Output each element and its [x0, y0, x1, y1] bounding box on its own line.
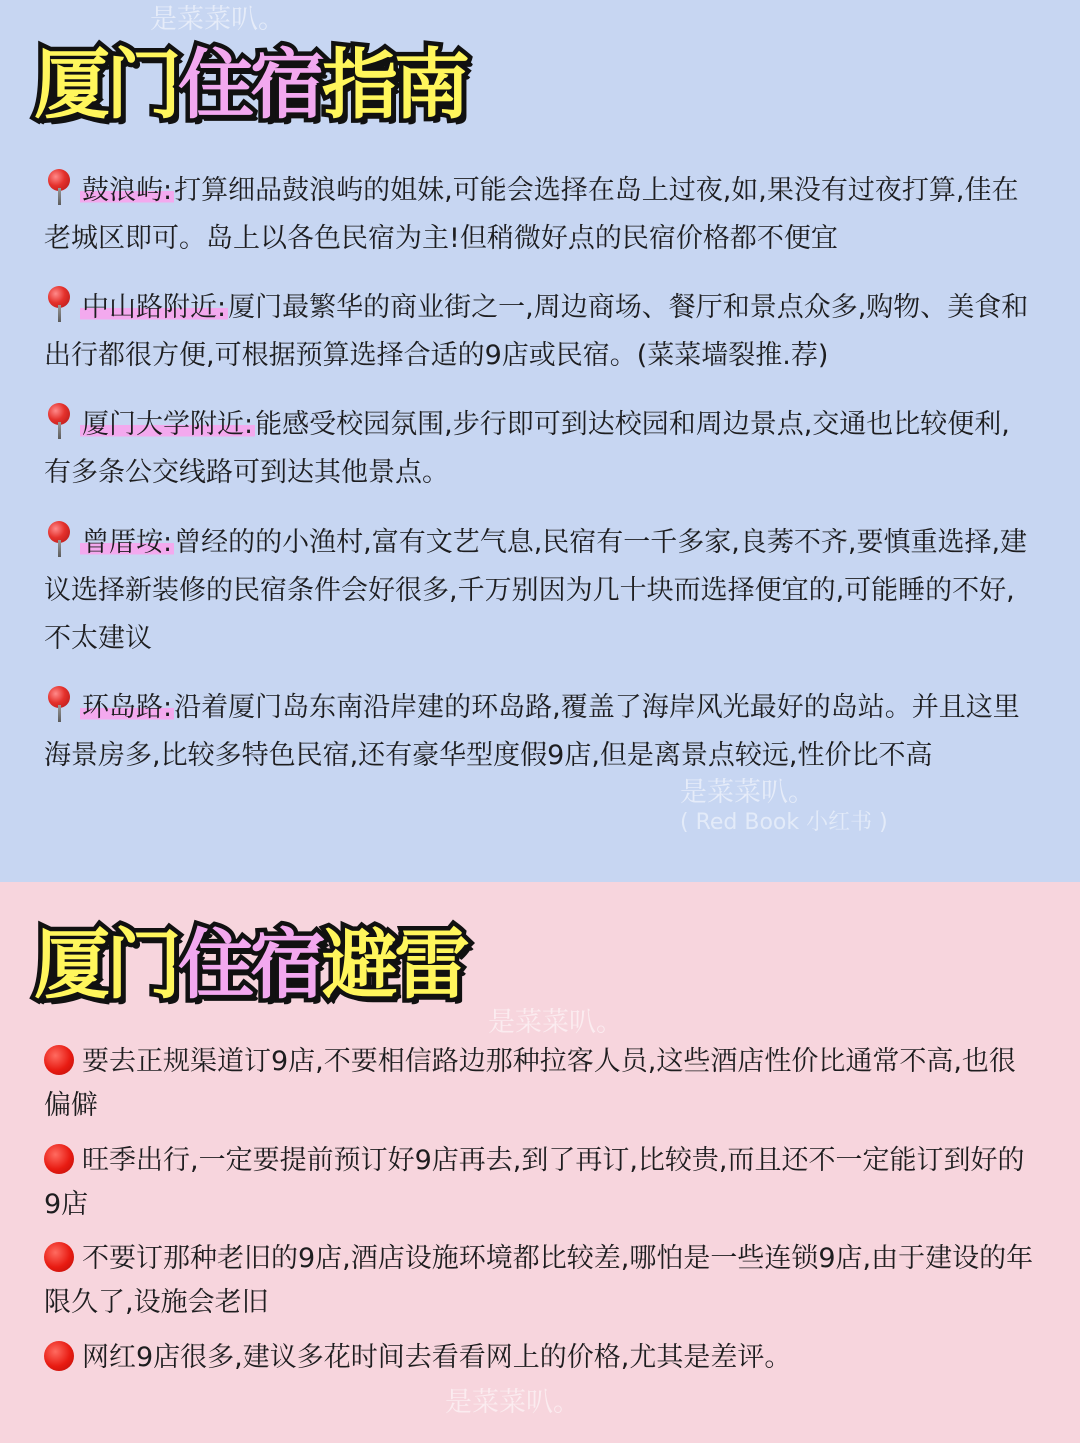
avoid-item-text: 要去正规渠道订9店,不要相信路边那种拉客人员,这些酒店性价比通常不高,也很偏僻 — [44, 1046, 1016, 1121]
guide-item-label: 中山路附近: — [82, 292, 227, 323]
watermark — [488, 1008, 623, 1038]
avoid-item-text: 旺季出行,一定要提前预订好9店再去,到了再订,比较贵,而且还不一定能订到好的9店 — [44, 1145, 1025, 1220]
guide-item-gulangyu — [44, 167, 1034, 263]
watermark-author: 是菜菜叭。 — [488, 1007, 623, 1038]
watermark — [150, 5, 285, 35]
watermark — [680, 778, 888, 838]
red-circle-icon — [44, 1045, 74, 1075]
guide-title-part2: 住宿 — [178, 40, 322, 129]
guide-item-xiamen-university — [44, 401, 1034, 497]
red-circle-icon — [44, 1242, 74, 1272]
red-circle-icon — [44, 1144, 74, 1174]
avoid-item-text: 网红9店很多,建议多花时间去看看网上的价格,尤其是差评。 — [82, 1342, 792, 1373]
map-pin-icon — [44, 403, 74, 439]
map-pin-icon — [44, 521, 74, 557]
watermark-author: 是菜菜叭。 — [680, 777, 815, 808]
map-pin-icon — [44, 169, 74, 205]
avoid-title — [34, 920, 466, 1010]
avoid-title-part2: 住宿 — [178, 920, 322, 1009]
avoid-item-text: 不要订那种老旧的9店,酒店设施环境都比较差,哪怕是一些连锁9店,由于建设的年限久了,设施会老旧 — [44, 1243, 1034, 1318]
avoid-item — [44, 1139, 1034, 1227]
guide-item-text: 曾经的的小渔村,富有文艺气息,民宿有一千多家,良莠不齐,要慎重选择,建议选择新装修的民宿条件会好很多,千万别因为几十块而选择便宜的,可能睡的不好,不太建议 — [44, 527, 1028, 654]
guide-title-part3: 指南 — [322, 40, 466, 129]
guide-item-text: 打算细品鼓浪屿的姐妹,可能会选择在岛上过夜,如,果没有过夜打算,佳在老城区即可。岛上以各色民宿为主!但稍微好点的民宿价格都不便宜 — [44, 175, 1019, 254]
map-pin-icon — [44, 686, 74, 722]
avoid-title-part1: 厦门 — [34, 920, 178, 1009]
watermark — [445, 1388, 580, 1418]
guide-item-text: 能感受校园氛围,步行即可到达校园和周边景点,交通也比较便利,有多条公交线路可到达其他景点。 — [44, 409, 1010, 488]
avoid-item — [44, 1336, 1034, 1380]
watermark-author: 是菜菜叭。 — [150, 4, 285, 35]
avoid-title-part3: 避雷 — [322, 920, 466, 1009]
watermark-author: 是菜菜叭。 — [445, 1387, 580, 1418]
guide-item-text: 沿着厦门岛东南沿岸建的环岛路,覆盖了海岸风光最好的岛站。并且这里海景房多,比较多特色民宿,还有豪华型度假9店,但是离景点较远,性价比不高 — [44, 692, 1020, 771]
guide-item-ring-road — [44, 684, 1034, 780]
watermark-brand: ( Red Book 小红书 ) — [680, 810, 888, 835]
avoid-item — [44, 1040, 1034, 1128]
red-circle-icon — [44, 1341, 74, 1371]
guide-title-part1: 厦门 — [34, 40, 178, 129]
guide-item-zengcuoan — [44, 519, 1034, 663]
guide-title — [34, 40, 466, 130]
guide-item-label: 曾厝垵: — [82, 527, 173, 558]
guide-item-text: 厦门最繁华的商业街之一,周边商场、餐厅和景点众多,购物、美食和出行都很方便,可根据预算选择合适的9店或民宿。(菜菜墙裂推.荐) — [44, 292, 1029, 371]
guide-item-zhongshan-road — [44, 284, 1034, 380]
guide-item-label: 环岛路: — [82, 692, 173, 723]
avoid-item — [44, 1237, 1034, 1325]
map-pin-icon — [44, 286, 74, 322]
guide-item-label: 鼓浪屿: — [82, 175, 173, 206]
guide-item-label: 厦门大学附近: — [82, 409, 254, 440]
